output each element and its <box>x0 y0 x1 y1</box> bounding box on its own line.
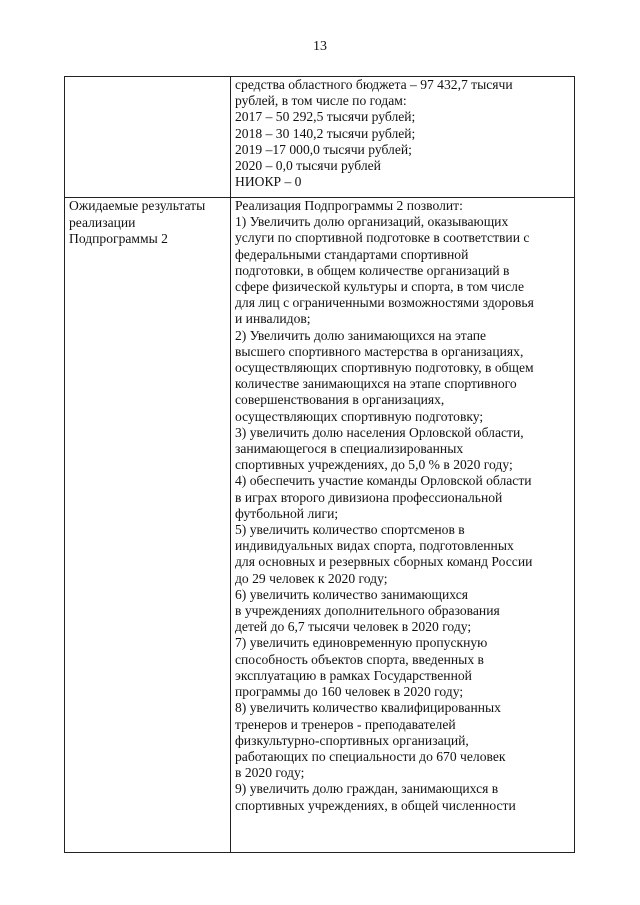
results-line: совершенствования в организациях, <box>235 392 445 408</box>
results-line: в учреждениях дополнительного образования <box>235 603 500 619</box>
results-line: 8) увеличить количество квалифицированных <box>235 700 501 716</box>
results-line: 5) увеличить количество спортсменов в <box>235 522 465 538</box>
page-number: 13 <box>313 39 327 54</box>
results-line: детей до 6,7 тысячи человек в 2020 году; <box>235 619 472 635</box>
results-line: 6) увеличить количество занимающихся <box>235 586 468 602</box>
results-line: способность объектов спорта, введенных в <box>235 651 484 667</box>
results-line: услуги по спортивной подготовке в соответствии с <box>235 230 530 246</box>
results-line: 3) увеличить долю населения Орловской области, <box>235 424 524 440</box>
results-line: эксплуатацию в рамках Государственной <box>235 667 472 683</box>
results-line: осуществляющих спортивную подготовку; <box>235 408 484 424</box>
results-line: программы до 160 человек в 2020 году; <box>235 684 464 700</box>
expected-results-label <box>69 198 226 248</box>
results-line: 4) обеспечить участие команды Орловской области <box>235 473 532 489</box>
results-line: тренеров и тренеров - преподавателей <box>235 716 456 732</box>
program-table <box>64 76 575 853</box>
results-line: 9) увеличить долю граждан, занимающихся в <box>235 781 499 797</box>
results-line: федеральными стандартами спортивной <box>235 246 469 262</box>
results-line: спортивных учреждениях, в общей численности <box>235 797 516 813</box>
results-line: до 29 человек к 2020 году; <box>235 570 388 586</box>
results-line: высшего спортивного мастерства в организациях, <box>235 343 524 359</box>
results-line: 7) увеличить единовременную пропускную <box>235 635 488 651</box>
funding-line: 2017 – 50 292,5 тысячи рублей; <box>235 109 416 125</box>
results-line: подготовки, в общем количестве организаций в <box>235 262 510 278</box>
results-line: спортивных учреждениях, до 5,0 % в 2020 году; <box>235 457 513 473</box>
row2-right-cell <box>231 198 575 853</box>
results-line: и инвалидов; <box>235 311 311 327</box>
funding-line: НИОКР – 0 <box>235 174 302 190</box>
row2-left-cell <box>65 198 231 853</box>
results-line: индивидуальных видах спорта, подготовленных <box>235 538 514 554</box>
results-label-line: реализации <box>69 214 136 230</box>
results-line: занимающегося в специализированных <box>235 441 464 457</box>
results-label-line: Подпрограммы 2 <box>69 231 168 246</box>
funding-line: 2018 – 30 140,2 тысячи рублей; <box>235 125 416 141</box>
funding-line: рублей, в том числе по годам: <box>235 93 407 109</box>
results-line: 2) Увеличить долю занимающихся на этапе <box>235 327 487 343</box>
funding-line: 2019 –17 000,0 тысячи рублей; <box>235 141 412 157</box>
results-line: в играх второго дивизиона профессиональной <box>235 489 503 505</box>
table-row-funding <box>65 77 575 198</box>
table-row-expected-results <box>65 198 575 853</box>
funding-line: средства областного бюджета – 97 432,7 тысячи <box>235 77 513 92</box>
results-line: 1) Увеличить долю организаций, оказывающих <box>235 214 509 230</box>
results-label-line: Ожидаемые результаты <box>69 198 206 213</box>
results-line: для лиц с ограниченными возможностями здоровья <box>235 295 534 311</box>
results-line: Реализация Подпрограммы 2 позволит: <box>235 198 463 213</box>
results-line: осуществляющих спортивную подготовку, в общем <box>235 360 534 376</box>
results-line: в 2020 году; <box>235 765 305 781</box>
row1-left-cell <box>65 77 231 198</box>
results-line: количестве занимающихся на этапе спортивного <box>235 376 517 392</box>
results-line: футбольной лиги; <box>235 505 339 521</box>
results-line: для основных и резервных сборных команд России <box>235 554 533 570</box>
results-line: сфере физической культуры и спорта, в том числе <box>235 279 524 295</box>
funding-line: 2020 – 0,0 тысячи рублей <box>235 158 381 174</box>
funding-text <box>235 77 570 190</box>
row1-right-cell <box>231 77 575 198</box>
results-line: физкультурно-спортивных организаций, <box>235 732 469 748</box>
expected-results-text <box>235 198 570 814</box>
results-line: работающих по специальности до 670 человек <box>235 748 506 764</box>
